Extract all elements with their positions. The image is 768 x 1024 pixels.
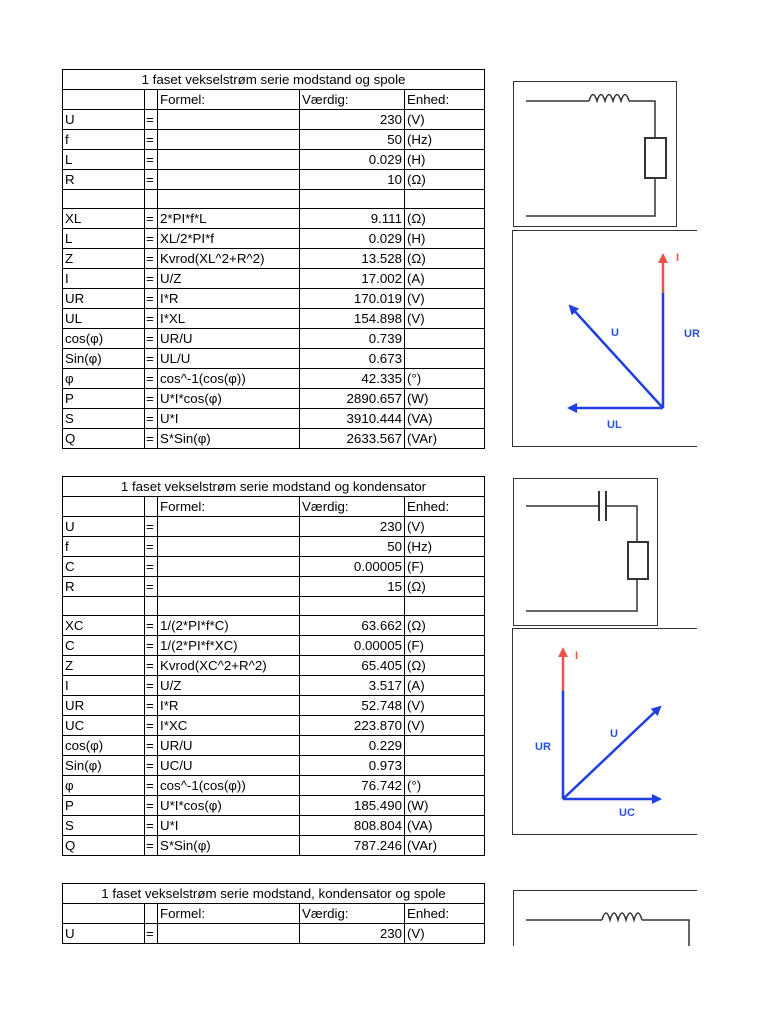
param-name-cell: Sin(φ) bbox=[63, 349, 145, 369]
value-cell: 9.111 bbox=[300, 209, 405, 229]
unit-cell: (Ω) bbox=[405, 577, 485, 597]
rl-circuit-svg bbox=[514, 82, 678, 228]
formula-cell: S*Sin(φ) bbox=[158, 836, 300, 856]
formula-cell: U*I bbox=[158, 409, 300, 429]
label-i: I bbox=[575, 650, 579, 662]
value-cell: 50 bbox=[300, 537, 405, 557]
equals-cell: = bbox=[145, 796, 158, 816]
inductor-coil-icon bbox=[589, 95, 629, 102]
value-cell: 13.528 bbox=[300, 249, 405, 269]
param-name-cell: UR bbox=[63, 696, 145, 716]
value-cell: 76.742 bbox=[300, 776, 405, 796]
formula-cell: U*I bbox=[158, 816, 300, 836]
unit-cell: (V) bbox=[405, 924, 485, 944]
equals-cell: = bbox=[145, 369, 158, 389]
formula-cell bbox=[158, 517, 300, 537]
header-formel: Formel: bbox=[158, 90, 300, 110]
u-phasor-arrow bbox=[570, 306, 663, 408]
table-row bbox=[63, 537, 485, 557]
equals-cell: = bbox=[145, 429, 158, 449]
value-cell: 3910.444 bbox=[300, 409, 405, 429]
formula-cell: cos^-1(cos(φ)) bbox=[158, 776, 300, 796]
formula-cell: U*I*cos(φ) bbox=[158, 389, 300, 409]
formula-cell: cos^-1(cos(φ)) bbox=[158, 369, 300, 389]
equals-cell: = bbox=[145, 289, 158, 309]
unit-cell: (W) bbox=[405, 796, 485, 816]
table-row bbox=[63, 924, 485, 944]
value-cell: 63.662 bbox=[300, 616, 405, 636]
unit-cell: (V) bbox=[405, 716, 485, 736]
table-row bbox=[63, 309, 485, 329]
unit-cell bbox=[405, 349, 485, 369]
param-name-cell: φ bbox=[63, 776, 145, 796]
formula-cell: U*I*cos(φ) bbox=[158, 796, 300, 816]
equals-cell: = bbox=[145, 924, 158, 944]
table-row bbox=[63, 249, 485, 269]
param-name-cell: S bbox=[63, 816, 145, 836]
formula-cell: UR/U bbox=[158, 736, 300, 756]
unit-cell bbox=[405, 756, 485, 776]
param-name-cell: Z bbox=[63, 656, 145, 676]
unit-cell: (V) bbox=[405, 309, 485, 329]
table-row bbox=[63, 209, 485, 229]
header-blank bbox=[63, 90, 145, 110]
param-name-cell: R bbox=[63, 170, 145, 190]
value-cell: 42.335 bbox=[300, 369, 405, 389]
table-row bbox=[63, 110, 485, 130]
table-row bbox=[63, 756, 485, 776]
unit-cell: (VAr) bbox=[405, 429, 485, 449]
unit-cell: (Hz) bbox=[405, 537, 485, 557]
table-row bbox=[63, 369, 485, 389]
formula-cell bbox=[158, 537, 300, 557]
table-row bbox=[63, 676, 485, 696]
param-name-cell: U bbox=[63, 924, 145, 944]
table-row bbox=[63, 616, 485, 636]
param-name-cell: XL bbox=[63, 209, 145, 229]
table-row bbox=[63, 130, 485, 150]
formula-cell bbox=[158, 924, 300, 944]
param-name-cell: Q bbox=[63, 429, 145, 449]
table-row bbox=[63, 150, 485, 170]
header-blank bbox=[145, 90, 158, 110]
value-cell: 230 bbox=[300, 517, 405, 537]
equals-cell: = bbox=[145, 776, 158, 796]
formula-cell bbox=[158, 597, 300, 616]
unit-cell: (V) bbox=[405, 696, 485, 716]
table-title: 1 faset vekselstrøm serie modstand, kondensator og spole bbox=[63, 884, 485, 904]
formula-cell: U/Z bbox=[158, 676, 300, 696]
equals-cell: = bbox=[145, 696, 158, 716]
unit-cell: (VA) bbox=[405, 409, 485, 429]
label-i: I bbox=[676, 252, 680, 264]
rl-phasor-diagram bbox=[512, 230, 700, 447]
param-name-cell: UL bbox=[63, 309, 145, 329]
formula-cell bbox=[158, 150, 300, 170]
equals-cell: = bbox=[145, 229, 158, 249]
unit-cell: (Ω) bbox=[405, 209, 485, 229]
value-cell bbox=[300, 597, 405, 616]
page-bottom-mask bbox=[0, 946, 768, 1024]
equals-cell: = bbox=[145, 557, 158, 577]
rlc-circuit-svg bbox=[514, 891, 698, 947]
equals-cell: = bbox=[145, 170, 158, 190]
param-name-cell: I bbox=[63, 676, 145, 696]
value-cell: 15 bbox=[300, 577, 405, 597]
param-name-cell: U bbox=[63, 517, 145, 537]
value-cell: 0.973 bbox=[300, 756, 405, 776]
table-row bbox=[63, 170, 485, 190]
label-ur: UR bbox=[535, 741, 551, 753]
rc-series-table bbox=[62, 476, 485, 856]
table-title-row bbox=[63, 70, 485, 90]
formula-cell: XL/2*PI*f bbox=[158, 229, 300, 249]
header-formel: Formel: bbox=[158, 497, 300, 517]
rl-phasor-svg bbox=[513, 231, 698, 448]
param-name-cell: f bbox=[63, 130, 145, 150]
header-vaerdig: Værdig: bbox=[300, 90, 405, 110]
formula-cell: UR/U bbox=[158, 329, 300, 349]
value-cell bbox=[300, 190, 405, 209]
param-name-cell: C bbox=[63, 557, 145, 577]
table-header-row bbox=[63, 904, 485, 924]
equals-cell: = bbox=[145, 537, 158, 557]
table-title-row bbox=[63, 884, 485, 904]
equals-cell: = bbox=[145, 309, 158, 329]
rc-circuit-diagram bbox=[513, 478, 658, 626]
equals-cell: = bbox=[145, 836, 158, 856]
value-cell: 2890.657 bbox=[300, 389, 405, 409]
formula-cell: 1/(2*PI*f*XC) bbox=[158, 636, 300, 656]
value-cell: 154.898 bbox=[300, 309, 405, 329]
param-name-cell bbox=[63, 190, 145, 209]
formula-cell: I*R bbox=[158, 289, 300, 309]
formula-cell: Kvrod(XL^2+R^2) bbox=[158, 249, 300, 269]
equals-cell: = bbox=[145, 409, 158, 429]
table-row bbox=[63, 696, 485, 716]
table-row bbox=[63, 517, 485, 537]
rlc-series-table bbox=[62, 883, 485, 944]
param-name-cell: U bbox=[63, 110, 145, 130]
equals-cell: = bbox=[145, 676, 158, 696]
equals-cell: = bbox=[145, 249, 158, 269]
formula-cell: I*XL bbox=[158, 309, 300, 329]
table-row bbox=[63, 836, 485, 856]
unit-cell: (°) bbox=[405, 776, 485, 796]
unit-cell: (F) bbox=[405, 636, 485, 656]
unit-cell: (VAr) bbox=[405, 836, 485, 856]
resistor-icon bbox=[628, 542, 648, 579]
formula-cell bbox=[158, 190, 300, 209]
param-name-cell: UR bbox=[63, 289, 145, 309]
unit-cell: (Ω) bbox=[405, 656, 485, 676]
param-name-cell: Q bbox=[63, 836, 145, 856]
table-row bbox=[63, 636, 485, 656]
param-name-cell: Z bbox=[63, 249, 145, 269]
formula-cell bbox=[158, 170, 300, 190]
unit-cell: (F) bbox=[405, 557, 485, 577]
param-name-cell: S bbox=[63, 409, 145, 429]
unit-cell: (V) bbox=[405, 110, 485, 130]
param-name-cell: I bbox=[63, 269, 145, 289]
value-cell: 0.00005 bbox=[300, 636, 405, 656]
equals-cell: = bbox=[145, 756, 158, 776]
header-enhed: Enhed: bbox=[405, 904, 485, 924]
rl-circuit-diagram bbox=[513, 81, 677, 227]
equals-cell: = bbox=[145, 656, 158, 676]
rc-phasor-svg bbox=[513, 629, 698, 836]
value-cell: 17.002 bbox=[300, 269, 405, 289]
unit-cell: (V) bbox=[405, 289, 485, 309]
table-header-row bbox=[63, 90, 485, 110]
param-name-cell: R bbox=[63, 577, 145, 597]
unit-cell: (W) bbox=[405, 389, 485, 409]
u-phasor-arrow bbox=[563, 707, 660, 799]
table-title: 1 faset vekselstrøm serie modstand og kondensator bbox=[63, 477, 485, 497]
unit-cell: (VA) bbox=[405, 816, 485, 836]
formula-cell bbox=[158, 110, 300, 130]
value-cell: 2633.567 bbox=[300, 429, 405, 449]
unit-cell: (H) bbox=[405, 150, 485, 170]
equals-cell: = bbox=[145, 816, 158, 836]
unit-cell: (Ω) bbox=[405, 249, 485, 269]
param-name-cell: cos(φ) bbox=[63, 736, 145, 756]
table-row bbox=[63, 776, 485, 796]
table-row bbox=[63, 229, 485, 249]
rc-circuit-svg bbox=[514, 479, 659, 627]
header-blank bbox=[145, 497, 158, 517]
unit-cell: (H) bbox=[405, 229, 485, 249]
equals-cell: = bbox=[145, 150, 158, 170]
header-formel: Formel: bbox=[158, 904, 300, 924]
unit-cell: (Ω) bbox=[405, 170, 485, 190]
value-cell: 65.405 bbox=[300, 656, 405, 676]
param-name-cell: φ bbox=[63, 369, 145, 389]
table-row bbox=[63, 557, 485, 577]
header-vaerdig: Værdig: bbox=[300, 904, 405, 924]
table-row bbox=[63, 816, 485, 836]
table-row bbox=[63, 349, 485, 369]
table-row bbox=[63, 329, 485, 349]
formula-cell: Kvrod(XC^2+R^2) bbox=[158, 656, 300, 676]
unit-cell bbox=[405, 736, 485, 756]
equals-cell bbox=[145, 190, 158, 209]
table-row bbox=[63, 716, 485, 736]
param-name-cell: XC bbox=[63, 616, 145, 636]
table-title: 1 faset vekselstrøm serie modstand og spole bbox=[63, 70, 485, 90]
unit-cell: (A) bbox=[405, 269, 485, 289]
formula-cell: UC/U bbox=[158, 756, 300, 776]
label-uc: UC bbox=[619, 807, 635, 819]
table-row bbox=[63, 289, 485, 309]
value-cell: 185.490 bbox=[300, 796, 405, 816]
unit-cell bbox=[405, 329, 485, 349]
param-name-cell: cos(φ) bbox=[63, 329, 145, 349]
table-row bbox=[63, 736, 485, 756]
equals-cell: = bbox=[145, 209, 158, 229]
rl-series-table bbox=[62, 69, 485, 449]
equals-cell: = bbox=[145, 716, 158, 736]
equals-cell: = bbox=[145, 110, 158, 130]
value-cell: 0.673 bbox=[300, 349, 405, 369]
formula-cell: 1/(2*PI*f*C) bbox=[158, 616, 300, 636]
formula-cell: U/Z bbox=[158, 269, 300, 289]
unit-cell: (°) bbox=[405, 369, 485, 389]
formula-cell: I*XC bbox=[158, 716, 300, 736]
label-ul: UL bbox=[607, 419, 622, 431]
equals-cell: = bbox=[145, 329, 158, 349]
header-blank bbox=[145, 904, 158, 924]
header-enhed: Enhed: bbox=[405, 497, 485, 517]
param-name-cell: L bbox=[63, 150, 145, 170]
table-row bbox=[63, 269, 485, 289]
unit-cell: (V) bbox=[405, 517, 485, 537]
equals-cell: = bbox=[145, 349, 158, 369]
value-cell: 808.804 bbox=[300, 816, 405, 836]
param-name-cell: P bbox=[63, 796, 145, 816]
header-blank bbox=[63, 904, 145, 924]
capacitor-icon bbox=[599, 491, 606, 521]
value-cell: 0.739 bbox=[300, 329, 405, 349]
value-cell: 170.019 bbox=[300, 289, 405, 309]
rc-phasor-diagram bbox=[512, 628, 697, 835]
value-cell: 230 bbox=[300, 924, 405, 944]
param-name-cell: Sin(φ) bbox=[63, 756, 145, 776]
table-row bbox=[63, 796, 485, 816]
resistor-icon bbox=[645, 138, 666, 178]
table-row bbox=[63, 190, 485, 209]
value-cell: 52.748 bbox=[300, 696, 405, 716]
value-cell: 0.029 bbox=[300, 229, 405, 249]
unit-cell: (Ω) bbox=[405, 616, 485, 636]
equals-cell bbox=[145, 597, 158, 616]
value-cell: 0.229 bbox=[300, 736, 405, 756]
equals-cell: = bbox=[145, 517, 158, 537]
formula-cell: UL/U bbox=[158, 349, 300, 369]
table-row bbox=[63, 577, 485, 597]
header-blank bbox=[63, 497, 145, 517]
value-cell: 3.517 bbox=[300, 676, 405, 696]
value-cell: 223.870 bbox=[300, 716, 405, 736]
table-row bbox=[63, 597, 485, 616]
table-row bbox=[63, 389, 485, 409]
formula-cell bbox=[158, 577, 300, 597]
unit-cell: (Hz) bbox=[405, 130, 485, 150]
equals-cell: = bbox=[145, 577, 158, 597]
formula-cell: 2*PI*f*L bbox=[158, 209, 300, 229]
equals-cell: = bbox=[145, 736, 158, 756]
param-name-cell: UC bbox=[63, 716, 145, 736]
value-cell: 230 bbox=[300, 110, 405, 130]
param-name-cell: f bbox=[63, 537, 145, 557]
param-name-cell bbox=[63, 597, 145, 616]
formula-cell: S*Sin(φ) bbox=[158, 429, 300, 449]
equals-cell: = bbox=[145, 389, 158, 409]
table-row bbox=[63, 656, 485, 676]
value-cell: 0.00005 bbox=[300, 557, 405, 577]
table-header-row bbox=[63, 497, 485, 517]
value-cell: 0.029 bbox=[300, 150, 405, 170]
inductor-coil-icon bbox=[602, 913, 642, 920]
param-name-cell: P bbox=[63, 389, 145, 409]
label-u: U bbox=[610, 728, 618, 740]
unit-cell bbox=[405, 190, 485, 209]
table-row bbox=[63, 429, 485, 449]
equals-cell: = bbox=[145, 616, 158, 636]
equals-cell: = bbox=[145, 269, 158, 289]
unit-cell bbox=[405, 597, 485, 616]
param-name-cell: C bbox=[63, 636, 145, 656]
param-name-cell: L bbox=[63, 229, 145, 249]
value-cell: 787.246 bbox=[300, 836, 405, 856]
label-u: U bbox=[611, 327, 619, 339]
formula-cell: I*R bbox=[158, 696, 300, 716]
unit-cell: (A) bbox=[405, 676, 485, 696]
table-title-row bbox=[63, 477, 485, 497]
equals-cell: = bbox=[145, 636, 158, 656]
header-enhed: Enhed: bbox=[405, 90, 485, 110]
value-cell: 50 bbox=[300, 130, 405, 150]
table-row bbox=[63, 409, 485, 429]
value-cell: 10 bbox=[300, 170, 405, 190]
formula-cell bbox=[158, 557, 300, 577]
label-ur: UR bbox=[684, 328, 700, 340]
formula-cell bbox=[158, 130, 300, 150]
header-vaerdig: Værdig: bbox=[300, 497, 405, 517]
equals-cell: = bbox=[145, 130, 158, 150]
